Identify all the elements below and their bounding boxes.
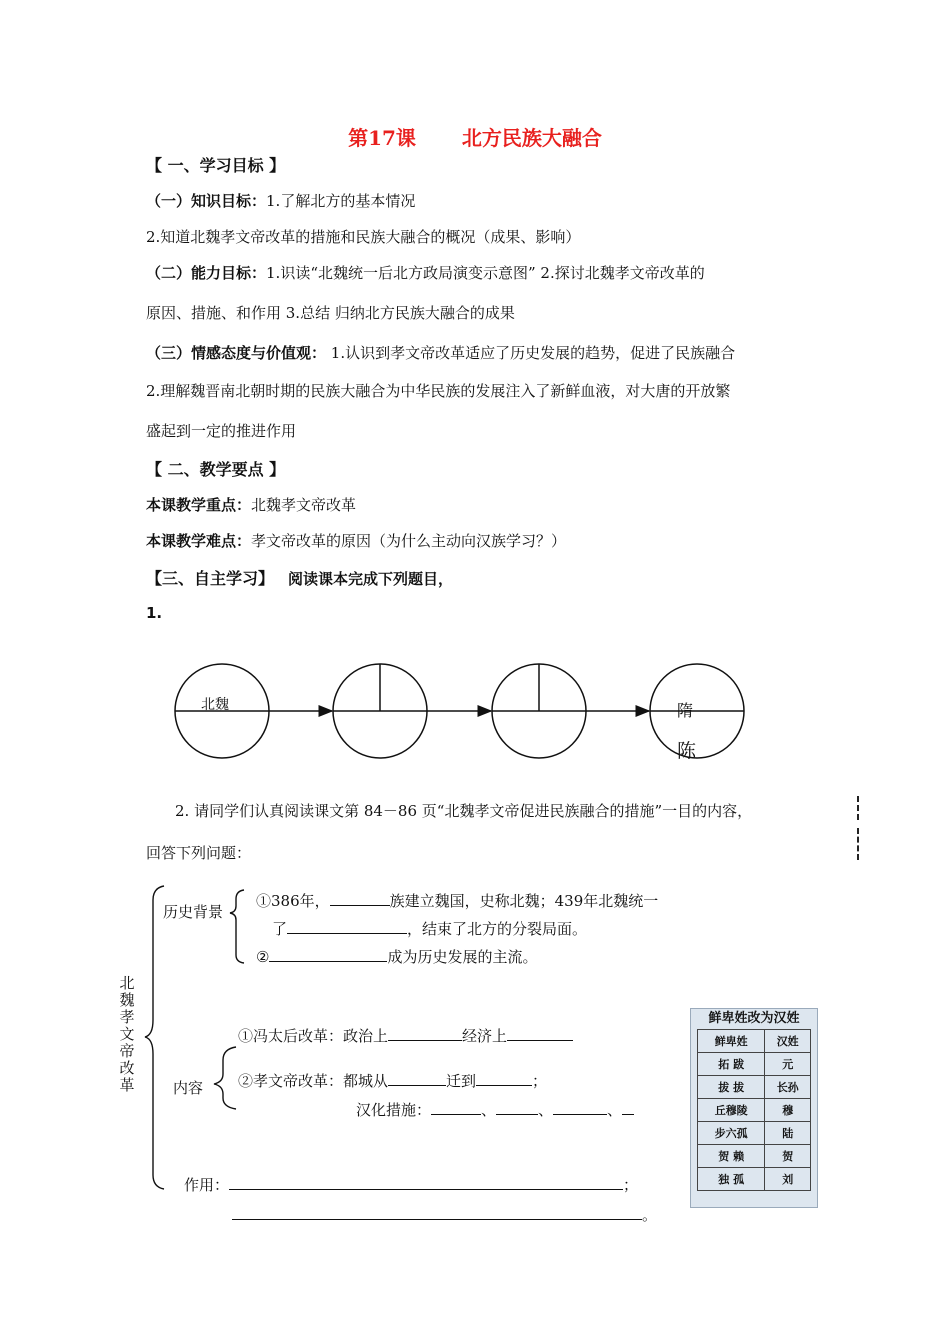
content-label: 内容 <box>173 1079 204 1097</box>
table-row <box>698 1145 811 1168</box>
knowledge-goal-2: 2.知道北魏孝文帝改革的措施和民族大融合的概况（成果、影响） <box>146 228 581 246</box>
c3-text-a: 汉化措施： <box>356 1101 432 1119</box>
sinicization-line <box>356 1099 634 1120</box>
header-xianbei: 鲜卑姓 <box>698 1030 765 1053</box>
knowledge-goal-label: （一）知识目标： <box>146 192 267 210</box>
xiaowen-reform-line <box>238 1070 547 1091</box>
table-row <box>698 1076 811 1099</box>
section1-heading: 【 一、学习目标 】 <box>146 156 286 175</box>
han-name: 刘 <box>765 1168 811 1191</box>
effect-line1 <box>184 1174 638 1195</box>
xianbei-name: 步六孤 <box>698 1122 765 1145</box>
bg1-text-d: ，结束了北方的分裂局面。 <box>407 920 588 938</box>
c1-text-a: ①冯太后改革：政治上 <box>238 1027 389 1045</box>
xianbei-name: 丘穆陵 <box>698 1099 765 1122</box>
circle1-label: 北魏 <box>201 697 229 713</box>
han-name: 贺 <box>765 1145 811 1168</box>
politics-blank[interactable] <box>388 1025 462 1041</box>
measure-blank-3[interactable] <box>553 1099 607 1115</box>
table-row <box>698 1053 811 1076</box>
table-row <box>698 1122 811 1145</box>
bg2-text-b: 成为历史发展的主流。 <box>387 948 538 966</box>
surname-table-title: 鲜卑姓改为汉姓 <box>708 1011 800 1026</box>
surname-change-table <box>690 1008 818 1208</box>
difficulty-text: 孝文帝改革的原因（为什么主动向汉族学习？） <box>251 532 567 550</box>
xianbei-name: 贺 赖 <box>698 1145 765 1168</box>
background-item1-line2 <box>272 918 587 939</box>
ability-goal-text1: 1.识读“北魏统一后北方政局演变示意图” 2.探讨北魏孝文帝改革的 <box>266 264 705 282</box>
bg2-blank[interactable] <box>269 946 387 962</box>
effect-end-1: ； <box>623 1176 639 1194</box>
ability-goal-label: （二）能力目标： <box>146 264 267 282</box>
key-point-text: 北魏孝文帝改革 <box>251 496 357 514</box>
header-han: 汉姓 <box>765 1030 811 1053</box>
outline-root-label: 北魏孝文帝改革 <box>119 974 135 1094</box>
feng-reform-line <box>238 1025 573 1046</box>
xianbei-name: 拓 跋 <box>698 1053 765 1076</box>
han-name: 穆 <box>765 1099 811 1122</box>
c3-sep-2: 、 <box>538 1101 554 1119</box>
section3-instruction: 阅读课本完成下列题目， <box>288 570 454 588</box>
emotion-goal-line2: 2.理解魏晋南北朝时期的民族大融合为中华民族的发展注入了新鲜血液，对大唐的开放繁 <box>146 382 731 400</box>
section2-heading: 【 二、教学要点 】 <box>146 460 286 479</box>
measure-blank-1[interactable] <box>431 1099 481 1115</box>
table-row <box>698 1099 811 1122</box>
question1-number: 1. <box>146 604 163 622</box>
c3-sep-1: 、 <box>481 1101 497 1119</box>
effect-blank-2[interactable] <box>232 1204 642 1220</box>
c3-sep-3: 、 <box>607 1101 623 1119</box>
effect-line2 <box>232 1204 657 1225</box>
background-brace <box>230 890 244 963</box>
content-brace <box>214 1047 236 1109</box>
effect-label: 作用： <box>184 1176 230 1194</box>
question2-line1: 2. 请同学们认真阅读课文第 84－86 页“北魏孝文帝促进民族融合的措施”一目的内容， <box>175 802 753 820</box>
bg1-blank-2[interactable] <box>287 918 407 934</box>
capital-from-blank[interactable] <box>388 1070 446 1086</box>
lesson-number: 第17课 <box>348 126 416 150</box>
difficulty-label: 本课教学难点： <box>146 532 252 550</box>
background-item1-line1 <box>256 890 658 911</box>
economy-blank[interactable] <box>507 1025 573 1041</box>
effect-blank-1[interactable] <box>229 1174 623 1190</box>
table-header-row <box>698 1030 811 1053</box>
c2-text-c: ； <box>532 1072 548 1090</box>
measure-blank-2[interactable] <box>496 1099 538 1115</box>
xianbei-name: 拔 拔 <box>698 1076 765 1099</box>
bg1-blank-1[interactable] <box>330 890 390 906</box>
bg1-text-b: 族建立魏国，史称北魏；439年北魏统一 <box>389 892 659 910</box>
xianbei-name: 独 孤 <box>698 1168 765 1191</box>
section3-heading: 【三、自主学习】 <box>146 569 275 588</box>
bg1-text-a: ①386年， <box>256 892 330 910</box>
lesson-name: 北方民族大融合 <box>461 126 602 150</box>
emotion-goal-label: （三）情感态度与价值观： <box>146 344 327 362</box>
surname-table-grid <box>697 1029 811 1191</box>
capital-to-blank[interactable] <box>476 1070 532 1086</box>
emotion-goal-text1: 1.认识到孝文帝改革适应了历史发展的趋势，促进了民族融合 <box>326 344 736 362</box>
c1-text-b: 经济上 <box>462 1027 508 1045</box>
emotion-goal-line3: 盛起到一定的推进作用 <box>146 422 297 440</box>
c2-text-b: 迁到 <box>446 1072 477 1090</box>
background-item2 <box>256 946 537 967</box>
circle4-label-top: 隋 <box>677 701 694 720</box>
background-label: 历史背景 <box>163 903 224 921</box>
effect-end-2: 。 <box>642 1206 658 1224</box>
measure-blank-4[interactable] <box>622 1099 634 1115</box>
bg1-text-c: 了 <box>272 920 288 938</box>
table-row <box>698 1168 811 1191</box>
circle4-label-bottom: 陈 <box>677 740 697 762</box>
han-name: 元 <box>765 1053 811 1076</box>
question2-line2: 回答下列问题： <box>146 844 252 862</box>
key-point-label: 本课教学重点： <box>146 496 252 514</box>
bg2-text-a: ② <box>256 948 270 966</box>
knowledge-goal-1: 1.了解北方的基本情况 <box>266 192 416 210</box>
han-name: 长孙 <box>765 1076 811 1099</box>
ability-goal-line2: 原因、措施、和作用 3.总结 归纳北方民族大融合的成果 <box>146 304 515 322</box>
han-name: 陆 <box>765 1122 811 1145</box>
c2-text-a: ②孝文帝改革：都城从 <box>238 1072 389 1090</box>
root-brace <box>145 886 164 1189</box>
